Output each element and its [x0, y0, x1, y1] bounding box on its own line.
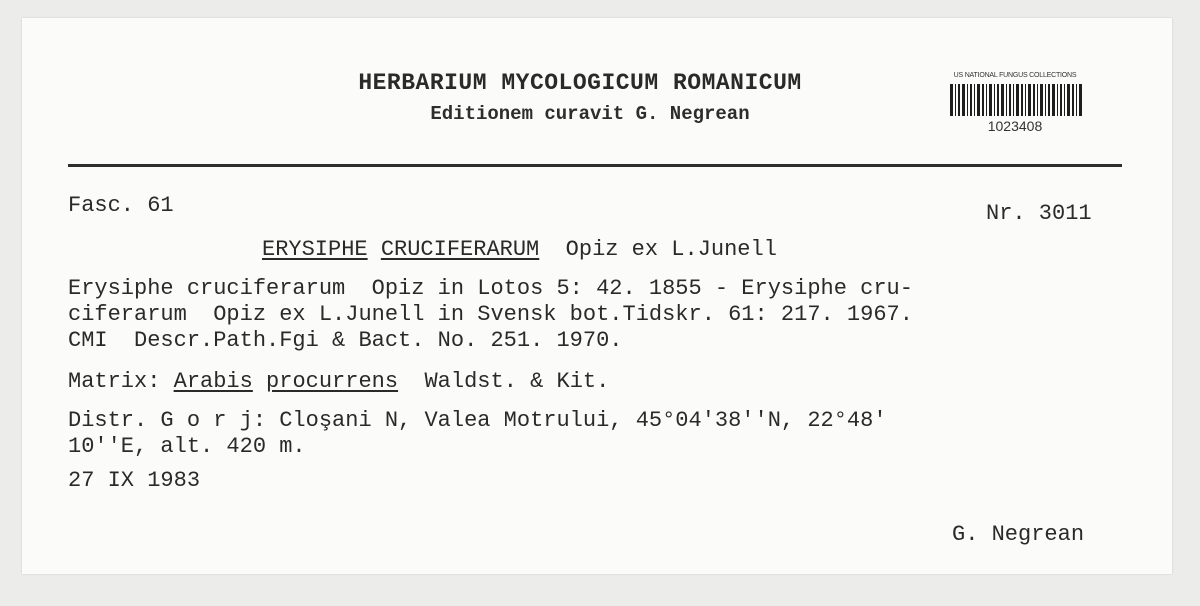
host-author: Waldst. & Kit. [424, 369, 610, 394]
taxon-species: CRUCIFERARUM [380, 237, 540, 262]
distribution-line: 10''E, alt. 420 m. [68, 434, 306, 459]
exsiccata-number: Nr. 3011 [986, 201, 1092, 226]
collection-date: 27 IX 1983 [68, 468, 201, 493]
synonymy-line: CMI Descr.Path.Fgi & Bact. No. 251. 1970. [68, 328, 623, 353]
collector-name: G. Negrean [952, 522, 1085, 547]
matrix-line [68, 369, 609, 394]
header-divider [68, 164, 1122, 167]
synonymy-line: ciferarum Opiz ex L.Junell in Svensk bot.Tidskr. 61: 217. 1967. [68, 302, 913, 327]
barcode-number: 1023408 [987, 118, 1043, 134]
matrix-label: Matrix: [68, 369, 161, 394]
synonymy-line: Erysiphe cruciferarum Opiz in Lotos 5: 42. 1855 - Erysiphe cru- [68, 276, 913, 301]
label-title: HERBARIUM MYCOLOGICUM ROMANICUM [358, 70, 802, 96]
taxon-name [262, 237, 777, 262]
label-subtitle: Editionem curavit G. Negrean [430, 103, 750, 125]
host-genus: Arabis [173, 369, 253, 394]
distribution-line: Distr. G o r j: Cloşani N, Valea Motrului, 45°04'38''N, 22°48' [68, 408, 887, 433]
barcode-bars [950, 84, 1082, 116]
taxon-genus: ERYSIPHE [262, 237, 368, 262]
host-species: procurrens [266, 369, 399, 394]
barcode-caption: US NATIONAL FUNGUS COLLECTIONS [953, 72, 1077, 79]
barcode [940, 72, 1090, 142]
taxon-author: Opiz ex L.Junell [565, 237, 777, 262]
fascicle-number: Fasc. 61 [68, 193, 174, 218]
